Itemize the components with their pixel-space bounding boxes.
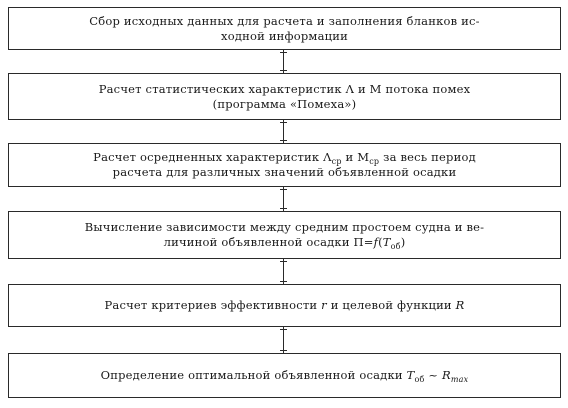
- step-3-text-a: Расчет осредненных характеристик Λ: [93, 150, 332, 164]
- step-5-box: [8, 284, 561, 327]
- connector-2-3: [283, 120, 284, 143]
- step-4-text-a: личиной объявленной осадки Π=: [163, 235, 374, 249]
- connector-3-4: [283, 187, 284, 211]
- step-1-line-2: ходной информации: [221, 28, 348, 43]
- step-5-text-a: Расчет критериев эффективности: [104, 298, 322, 312]
- step-3-box: [8, 143, 561, 187]
- step-5-r: r: [321, 298, 327, 312]
- step-5-text-b: и целевой функции: [326, 298, 456, 312]
- step-6-line-1: [101, 368, 469, 383]
- step-4-paren-open: (: [378, 235, 383, 249]
- step-4-line-2: [164, 235, 406, 250]
- step-2-line-1: Расчет статистических характеристик Λ и M потока помех: [98, 81, 471, 96]
- step-3-line-1: [93, 150, 476, 165]
- step-4-paren-close: ): [400, 235, 406, 249]
- step-6-tilde: ~: [424, 368, 443, 382]
- step-3-text-c: за весь период: [379, 150, 476, 164]
- step-4-box: [8, 211, 561, 259]
- step-4-f: f: [373, 235, 379, 249]
- connector-1-2: [283, 50, 284, 73]
- step-6-sub-max: max: [450, 375, 469, 384]
- step-4-line-1: Вычисление зависимости между средним простоем судна и ве-: [84, 220, 485, 234]
- step-4-T: T: [382, 235, 391, 249]
- step-3-text-b: и M: [341, 150, 370, 164]
- step-4-sub: об: [390, 242, 401, 251]
- step-2-line-2: (программа «Помеха»): [212, 96, 357, 111]
- step-2-box: [8, 73, 561, 120]
- step-6-T: T: [406, 368, 415, 382]
- step-3-sub-1: ср: [331, 157, 342, 166]
- step-3-line-2: расчета для различных значений объявленной осадки: [112, 165, 457, 179]
- step-5-line-1: [104, 298, 464, 313]
- step-3-sub-2: ср: [369, 157, 380, 166]
- step-1-box: [8, 7, 561, 50]
- connector-5-6: [283, 327, 284, 353]
- step-6-R: R: [442, 368, 451, 382]
- step-6-box: [8, 353, 561, 398]
- step-6-text-a: Определение оптимальной объявленной осадки: [100, 368, 407, 382]
- step-5-R: R: [455, 298, 465, 312]
- step-1-line-1: Сбор исходных данных для расчета и заполнения бланков ис-: [89, 13, 480, 28]
- connector-4-5: [283, 259, 284, 284]
- step-6-sub: об: [414, 375, 425, 384]
